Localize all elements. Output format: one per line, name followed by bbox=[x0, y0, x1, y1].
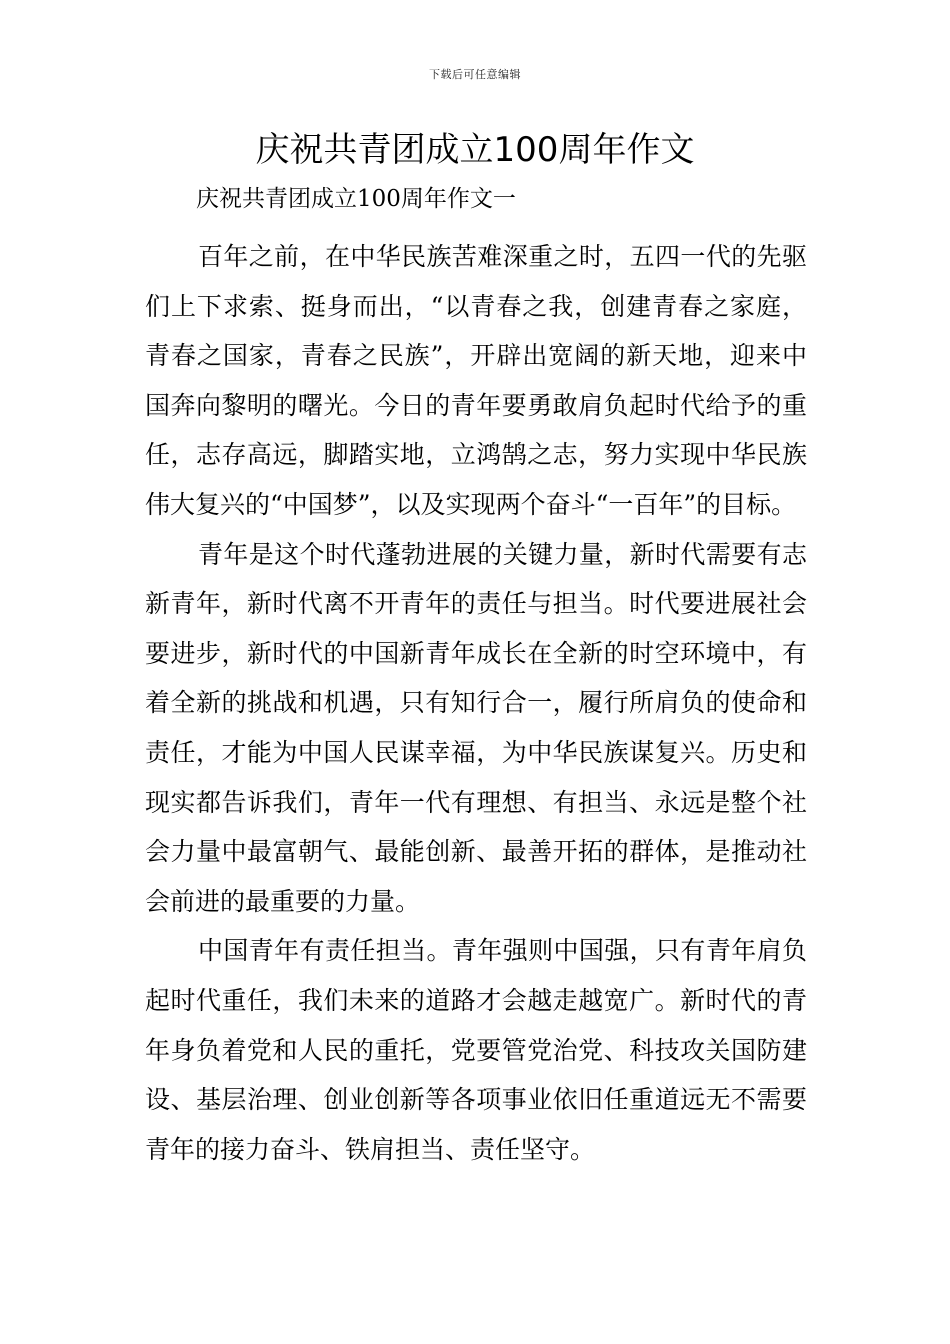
header-note: 下载后可任意编辑 bbox=[429, 68, 521, 81]
paragraph: 青年是这个时代蓬勃进展的关键力量，新时代需要有志新青年，新时代离不开青年的责任与担当。时代要进展社会要进步，新时代的中国新青年成长在全新的时空环境中，有着全新的挑战和机遇，只有知行合一，履行所肩负的使命和责任，才能为中国人民谋幸福，为中华民族谋复兴。历史和现实都告诉我们，青年一代有理想、有担当、永远是整个社会力量中最富朝气、最能创新、最善开拓的群体，是推动社会前进的最重要的力量。 bbox=[145, 539, 807, 916]
paragraph: 中国青年有责任担当。青年强则中国强，只有青年肩负起时代重任，我们未来的道路才会越走越宽广。新时代的青年身负着党和人民的重托，党要管党治党、科技攻关国防建设、基层治理、创业创新等各项事业依旧任重道远无不需要青年的接力奋斗、铁肩担当、责任坚守。 bbox=[145, 936, 807, 1164]
paragraph: 百年之前，在中华民族苦难深重之时，五四一代的先驱们上下求索、挺身而出，“以青春之我，创建青春之家庭，青春之国家，青春之民族”，开辟出宽阔的新天地，迎来中国奔向黎明的曙光。今日的青年要勇敢肩负起时代给予的重任，志存高远，脚踏实地，立鸿鹄之志，努力实现中华民族伟大复兴的“中国梦”，以及实现两个奋斗“一百年”的目标。 bbox=[145, 242, 807, 519]
document-body bbox=[145, 232, 807, 1174]
document-subtitle: 庆祝共青团成立100周年作文一 bbox=[196, 186, 516, 212]
document-title: 庆祝共青团成立100周年作文 bbox=[255, 130, 695, 170]
